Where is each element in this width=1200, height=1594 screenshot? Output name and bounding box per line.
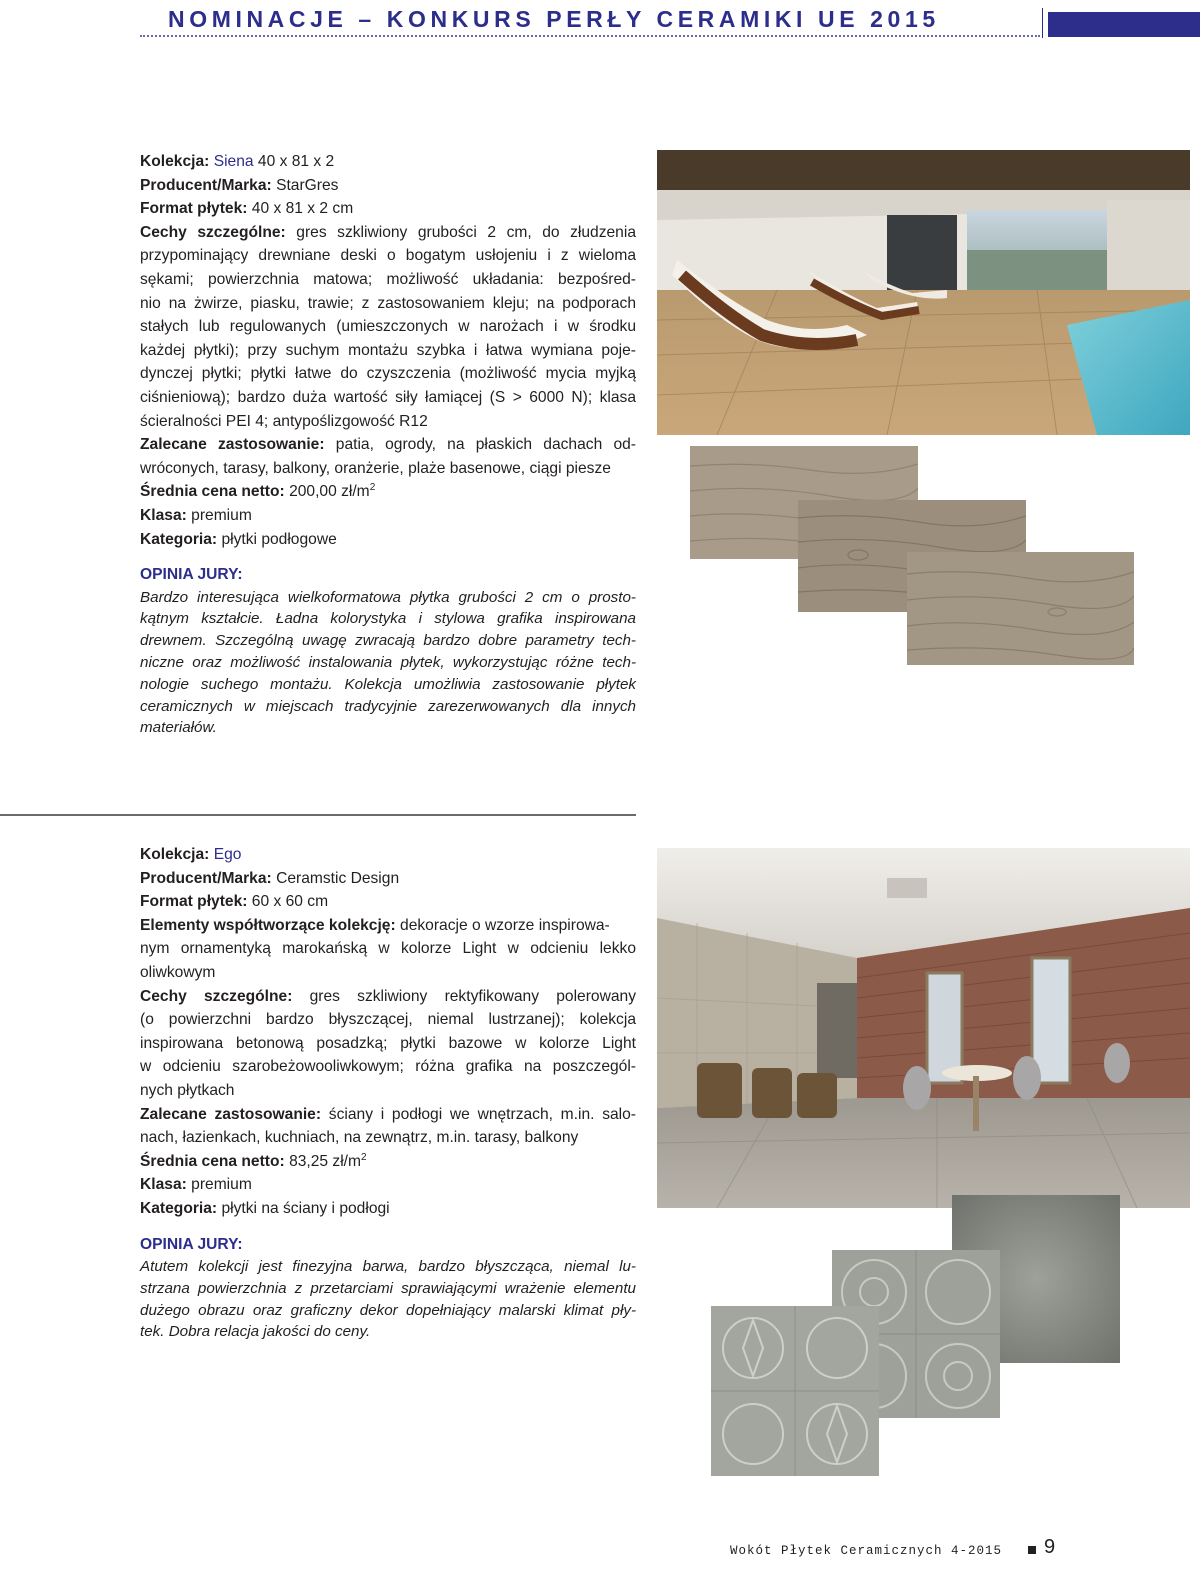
- header-dotted-rule: [140, 35, 1040, 37]
- category-value: płytki podłogowe: [221, 530, 337, 548]
- jury-line: drewnem. Szczególną uwagę zwracają bardzo dobre parametry tech-: [140, 632, 636, 650]
- use-line: nach, łazienkach, kuchniach, na zewnątrz, m.in. tarasy, balkony: [140, 1129, 579, 1147]
- jury-heading: OPINIA JURY:: [140, 1235, 243, 1253]
- jury-line: nologie suchego montażu. Kolekcja umożliwia zastosowanie płytek: [140, 675, 636, 693]
- tile-format: 40 x 81 x 2 cm: [251, 200, 354, 218]
- label-elements: Elementy współtworzące kolekcję:: [140, 916, 396, 934]
- producer-name: Ceramstic Design: [276, 869, 400, 887]
- producer-name: StarGres: [276, 176, 339, 194]
- price-value: 200,00 zł/m: [289, 483, 370, 501]
- header-accent-bar: [1048, 12, 1200, 37]
- header-divider: [1042, 8, 1043, 38]
- label-category: Kategoria:: [140, 530, 218, 548]
- label-format: Format płytek:: [140, 200, 248, 218]
- jury-line: dużego obrazu oraz graficzny dekor dopełniający malarski klimat pły-: [140, 1301, 636, 1319]
- features-line: (o powierzchni bardzo błyszczącej, niemal lustrzanej); kolekcja: [140, 1011, 636, 1029]
- section-divider: [0, 814, 636, 816]
- features-line: stałych lub regulowanych (umieszczonych w narożach i w środku: [140, 318, 636, 336]
- features-line: ścieralności PEI 4; antypoślizgowość R12: [140, 412, 428, 430]
- siena-terrace-photo: [657, 150, 1190, 435]
- class-value: premium: [191, 1176, 252, 1194]
- price-unit-superscript: 2: [361, 1151, 367, 1163]
- jury-line: tek. Dobra relacja jakości do ceny.: [140, 1323, 371, 1341]
- label-features: Cechy szczególne:: [140, 223, 286, 241]
- features-line: gres szkliwiony grubości 2 cm, do złudzenia: [296, 223, 636, 241]
- label-collection: Kolekcja:: [140, 153, 210, 170]
- jury-line: Atutem kolekcji jest finezyjna barwa, bardzo błyszcząca, niemal lu-: [140, 1258, 636, 1276]
- label-producer: Producent/Marka:: [140, 869, 272, 887]
- collection-name: Ego: [213, 846, 242, 863]
- page-header-title: NOMINACJE – KONKURS PERŁY CERAMIKI UE 2015: [168, 6, 940, 32]
- jury-line: kątnym kształcie. Ładna kolorystyka i stylowa grafika inspirowana: [140, 610, 636, 628]
- price-unit-superscript: 2: [369, 482, 376, 494]
- jury-line: Bardzo interesująca wielkoformatowa płytka grubości 2 cm o prosto-: [140, 588, 636, 606]
- label-producer: Producent/Marka:: [140, 176, 272, 194]
- collection-size: 40 x 81 x 2: [257, 153, 335, 170]
- entry-siena: [140, 150, 636, 739]
- footer-magazine-title: Wokót Płytek Ceramicznych 4-2015: [730, 1544, 1003, 1558]
- category-value: płytki na ściany i podłogi: [221, 1199, 390, 1217]
- features-line: nio na żwirze, piasku, trawie; z zastosowaniem kleju; na podporach: [140, 294, 636, 312]
- jury-line: strzana powierzchnia z przetarciami sprawiającymi wrażenie elementu: [140, 1279, 636, 1297]
- price-value: 83,25 zł/m: [289, 1152, 362, 1170]
- use-line: ściany i podłogi we wnętrzach, m.in. salo-: [328, 1105, 636, 1123]
- elements-line: dekoracje o wzorze inspirowa-: [400, 916, 610, 934]
- features-line: dynczej płytki; płytki łatwe do czyszczenia (możliwość mycia myjką: [140, 365, 636, 383]
- jury-line: ceramicznych w miejscach tradycyjnie zarezerwowanych dla innych: [140, 697, 636, 715]
- label-features: Cechy szczególne:: [140, 987, 293, 1005]
- jury-line: materiałów.: [140, 719, 217, 737]
- elements-line: oliwkowym: [140, 963, 216, 981]
- label-price: Średnia cena netto:: [140, 483, 285, 501]
- use-line: wróconych, tarasy, balkony, oranżerie, plaże basenowe, ciągi piesze: [140, 459, 611, 477]
- jury-line: niczne oraz możliwość instalowania płytek, wykorzystując różne tech-: [140, 654, 636, 672]
- elements-line: nym ornamentyką marokańską w kolorze Light w odcieniu lekko: [140, 940, 636, 958]
- entry-ego: [140, 843, 636, 1343]
- features-line: sękami; powierzchnia matowa; możliwość układania: bezpośred-: [140, 270, 636, 288]
- label-price: Średnia cena netto:: [140, 1152, 285, 1170]
- label-format: Format płytek:: [140, 893, 248, 911]
- ego-decor-tile-2: [711, 1306, 879, 1476]
- label-recommended-use: Zalecane zastosowanie:: [140, 436, 325, 454]
- collection-name: Siena: [213, 153, 254, 170]
- label-recommended-use: Zalecane zastosowanie:: [140, 1105, 322, 1123]
- label-category: Kategoria:: [140, 1199, 218, 1217]
- label-class: Klasa:: [140, 1176, 187, 1194]
- features-line: gres szkliwiony rektyfikowany polerowany: [309, 987, 636, 1005]
- ego-interior-photo: [657, 848, 1190, 1208]
- footer-square-bullet: [1028, 1546, 1036, 1554]
- features-line: każdej płytki); przy suchym montażu szybka i łatwa wymiana poje-: [140, 341, 636, 359]
- jury-heading: OPINIA JURY:: [140, 566, 243, 584]
- features-line: nych płytkach: [140, 1081, 235, 1099]
- features-line: przypominający drewniane deski o bogatym usłojeniu i z wieloma: [140, 247, 636, 265]
- page-number: 9: [1044, 1536, 1056, 1558]
- features-line: ciśnieniową); bardzo duża wartość siły łamiącej (S > 6000 N); klasa: [140, 388, 636, 406]
- class-value: premium: [191, 506, 252, 524]
- tile-format: 60 x 60 cm: [251, 893, 329, 911]
- use-line: patia, ogrody, na płaskich dachach od-: [335, 436, 636, 454]
- features-line: w odcieniu szarobeżowooliwkowym; różna grafika na poszczegól-: [140, 1058, 636, 1076]
- siena-tile-sample-3: [907, 552, 1134, 665]
- label-class: Klasa:: [140, 506, 187, 524]
- features-line: inspirowana betonową posadzką; płytki bazowe w kolorze Light: [140, 1034, 636, 1052]
- label-collection: Kolekcja:: [140, 846, 210, 863]
